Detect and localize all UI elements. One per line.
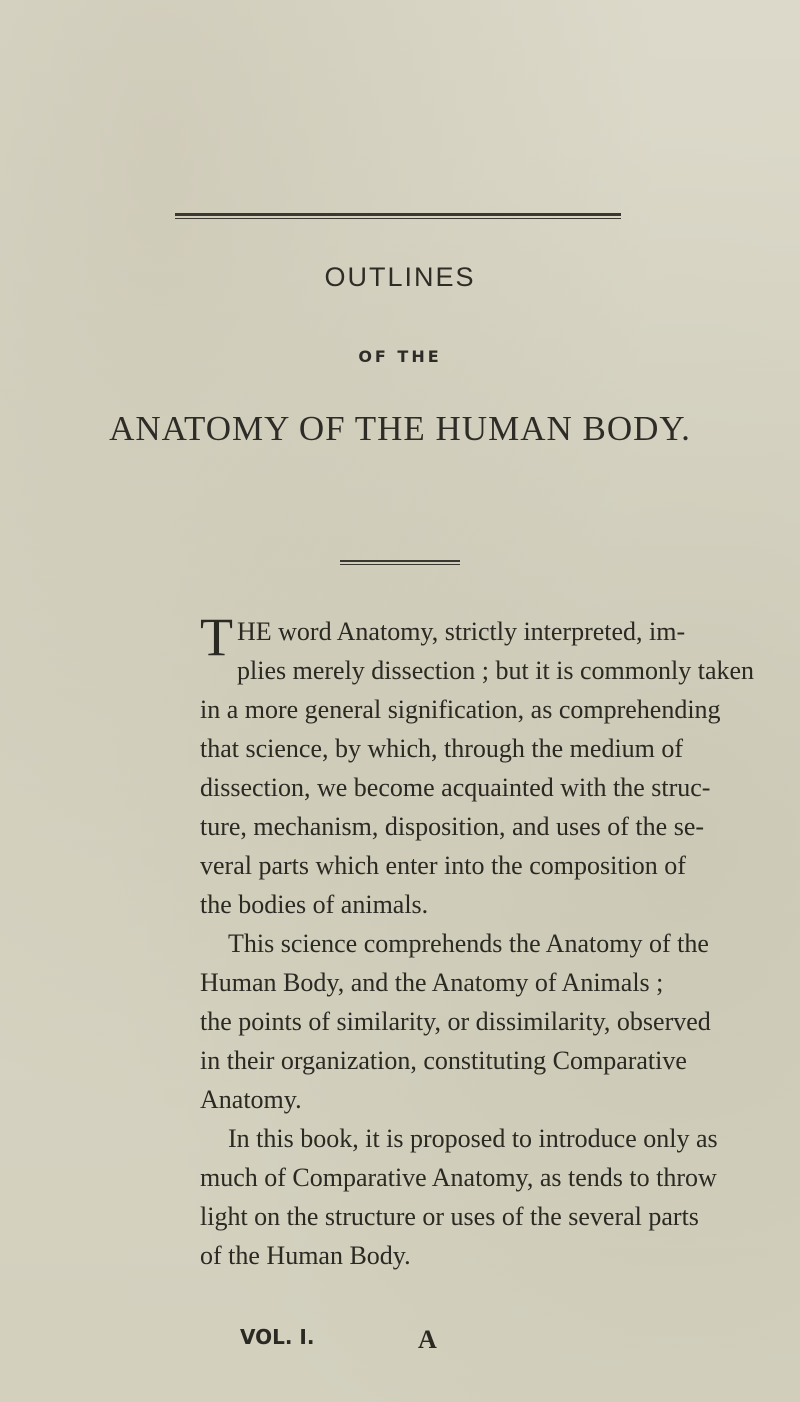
text-line: plies merely dissection ; but it is commonly taken [237,656,755,685]
volume-label: VOL. I. [240,1325,315,1349]
section-rule [340,560,460,565]
text-line: the points of similarity, or dissimilarity, observed [200,1007,711,1036]
text-line: veral parts which enter into the composition of [200,851,686,880]
text-line: ture, mechanism, disposition, and uses of the se- [200,812,705,841]
text-line: HE word Anatomy, strictly interpreted, im- [237,617,686,646]
text-line: This science comprehends the Anatomy of the [228,929,709,958]
text-line: of the Human Body. [200,1241,411,1270]
text-line: In this book, it is proposed to introduce only as [228,1124,718,1153]
title-of-the: OF THE [358,347,442,366]
body-text [200,607,755,1275]
text-line: Anatomy. [200,1085,302,1114]
paragraph-3 [200,1119,718,1275]
text-line: that science, by which, through the medium of [200,734,684,763]
signature-mark: A [418,1325,437,1354]
title-anatomy: ANATOMY OF THE HUMAN BODY. [109,409,691,448]
title-outlines: OUTLINES [324,262,476,292]
text-line: Human Body, and the Anatomy of Animals ; [200,968,664,997]
top-double-rule [175,213,621,219]
text-line: in a more general signification, as comprehending [200,695,721,724]
paragraph-2 [200,924,711,1119]
drop-cap: T [200,607,233,667]
text-line: dissection, we become acquainted with the struc- [200,773,711,802]
page-footer [240,1325,640,1354]
text-line: in their organization, constituting Comparative [200,1046,687,1075]
text-line: the bodies of animals. [200,890,429,919]
text-line: much of Comparative Anatomy, as tends to throw [200,1163,717,1192]
paragraph-1 [200,607,755,924]
text-line: light on the structure or uses of the several parts [200,1202,699,1231]
